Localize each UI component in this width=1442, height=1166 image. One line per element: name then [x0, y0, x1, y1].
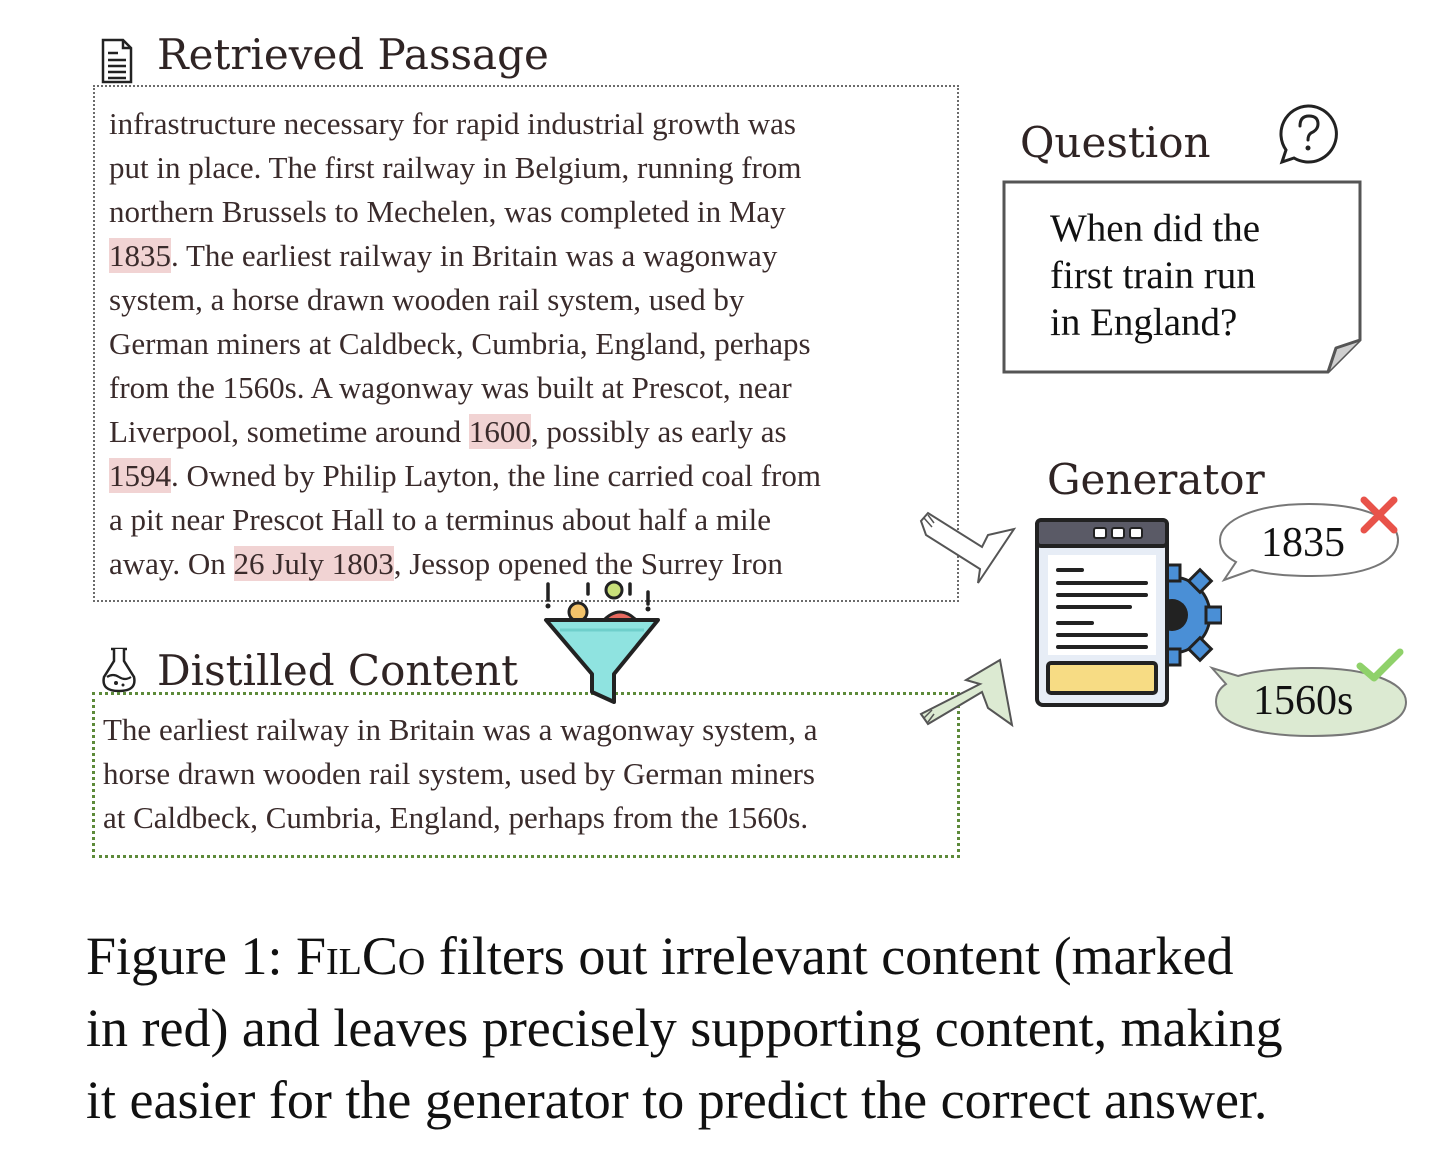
- passage-line: system, a horse drawn wooden rail system, used by: [109, 282, 745, 317]
- passage-text: . The earliest railway in Britain was a wagonway: [171, 238, 778, 273]
- retrieved-passage-text: [109, 102, 954, 586]
- distilled-content-heading: Distilled Content: [157, 646, 519, 695]
- passage-text: , possibly as early as: [530, 414, 787, 449]
- passage-text: away. On: [109, 546, 234, 581]
- cross-icon: [1358, 494, 1400, 536]
- highlight-irrelevant: 26 July 1803: [233, 546, 394, 581]
- wrong-answer-text: 1835: [1261, 520, 1345, 566]
- passage-text: . Owned by Philip Layton, the line carried coal from: [171, 458, 821, 493]
- passage-text: Liverpool, sometime around: [109, 414, 469, 449]
- caption-prefix: Figure 1:: [86, 926, 296, 986]
- right-answer-text: 1560s: [1253, 678, 1354, 724]
- arrow-distilled-to-generator: [918, 650, 1023, 735]
- passage-line: infrastructure necessary for rapid industrial growth was: [109, 106, 796, 141]
- caption-method-name: FilCo: [296, 926, 426, 986]
- caption-body: filters out irrelevant content (marked in red) and leaves precisely supporting content, making it easier for the generator to predict the correct answer.: [86, 926, 1283, 1130]
- passage-line: a pit near Prescot Hall to a terminus about half a mile: [109, 502, 771, 537]
- passage-line: German miners at Caldbeck, Cumbria, England, perhaps: [109, 326, 811, 361]
- question-heading: Question: [1020, 118, 1211, 167]
- highlight-irrelevant: 1835: [109, 238, 171, 273]
- document-icon: [100, 37, 134, 85]
- passage-line: from the 1560s. A wagonway was built at Prescot, near: [109, 370, 792, 405]
- generator-heading: Generator: [1047, 455, 1265, 504]
- check-icon: [1356, 646, 1404, 686]
- figure-caption: [86, 920, 1396, 1136]
- distilled-content-box: [92, 692, 960, 858]
- passage-line: put in place. The first railway in Belgium, running from: [109, 150, 802, 185]
- arrow-passage-to-generator: [918, 505, 1023, 590]
- distilled-content-text: The earliest railway in Britain was a wagonway system, a horse drawn wooden rail system, used by German miners at Caldbeck, Cumbria, England, perhaps from the 1560s.: [103, 712, 818, 835]
- highlight-irrelevant: 1594: [109, 458, 171, 493]
- retrieved-passage-heading: Retrieved Passage: [157, 30, 549, 79]
- retrieved-passage-box: [93, 85, 959, 602]
- app-window-gear-icon: [1032, 515, 1222, 710]
- question-text: When did the first train run in England?: [1050, 207, 1261, 344]
- speech-question-icon: [1276, 102, 1340, 166]
- passage-line: northern Brussels to Mechelen, was completed in May: [109, 194, 786, 229]
- funnel-icon: [540, 578, 665, 708]
- flask-icon: [99, 645, 139, 695]
- passage-text: , Jessop opened the Surrey Iron: [393, 546, 783, 581]
- highlight-irrelevant: 1600: [468, 414, 531, 449]
